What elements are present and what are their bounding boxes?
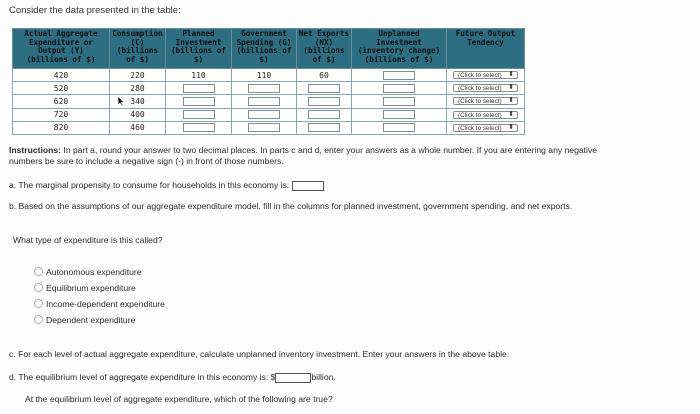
tendency-select-label: (Click to select) xyxy=(458,111,502,119)
chevron-updown-icon: ⬍ xyxy=(508,123,514,131)
radio-button[interactable] xyxy=(34,315,43,324)
col-header-unplanned-investment: Unplanned Investment (inventory change) (billions of $) xyxy=(352,29,447,69)
cell-net-exports xyxy=(297,121,352,134)
cell-government-spending xyxy=(232,82,297,95)
col-header-output: Actual Aggregate Expenditure or Output (Y) (billions of $) xyxy=(13,29,110,69)
instructions-label: Instructions: xyxy=(9,145,62,155)
cell-output: 620 xyxy=(13,95,110,108)
radio-button[interactable] xyxy=(34,267,43,276)
table-header-row xyxy=(13,29,525,69)
cell-output: 720 xyxy=(13,108,110,121)
col-header-net-exports: Net Exports (NX) (billions of $) xyxy=(297,29,352,69)
cell-tendency xyxy=(447,95,525,108)
tendency-select-label: (Click to select) xyxy=(458,98,502,106)
cell-unplanned-investment xyxy=(352,82,447,95)
part-c-text: c. For each level of actual aggregate expenditure, calculate unplanned inventory investment. Enter your answers in the above table. xyxy=(9,349,510,359)
tendency-select[interactable] xyxy=(453,111,518,119)
col-header-government-spending: Government Spending (G) (billions of $) xyxy=(232,29,297,69)
cell-planned-investment xyxy=(166,82,232,95)
cell-net-exports xyxy=(297,82,352,95)
equilibrium-input[interactable] xyxy=(275,373,311,383)
chevron-updown-icon: ⬍ xyxy=(508,97,514,105)
aggregate-expenditure-table xyxy=(12,28,525,135)
part-a xyxy=(9,180,324,191)
cell-planned-investment xyxy=(166,108,232,121)
option-label: Autonomous expenditure xyxy=(46,267,142,277)
table-row xyxy=(13,121,525,134)
table-row xyxy=(13,82,525,95)
part-a-text: a. The marginal propensity to consume for households in this economy is: xyxy=(9,180,290,190)
net-exports-input[interactable] xyxy=(308,97,340,106)
chevron-updown-icon: ⬍ xyxy=(508,71,514,79)
cell-government-spending xyxy=(232,95,297,108)
option-label: Dependent expenditure xyxy=(46,315,136,325)
planned-investment-input[interactable] xyxy=(183,97,215,106)
cell-tendency xyxy=(447,121,525,134)
chevron-updown-icon: ⬍ xyxy=(508,110,514,118)
cell-tendency xyxy=(447,69,525,82)
cell-output: 520 xyxy=(13,82,110,95)
tendency-select[interactable] xyxy=(453,97,518,105)
cell-consumption: 460 xyxy=(110,121,166,134)
cell-planned-investment xyxy=(166,95,232,108)
cell-net-exports: 60 xyxy=(297,69,352,82)
tendency-select-label: (Click to select) xyxy=(458,85,502,93)
cell-net-exports xyxy=(297,95,352,108)
mouse-cursor-icon xyxy=(117,95,125,107)
part-d-suffix: billion. xyxy=(311,372,336,382)
cell-tendency xyxy=(447,82,525,95)
part-d-prefix: d. The equilibrium level of aggregate expenditure in this economy is: $ xyxy=(9,372,276,382)
part-d xyxy=(9,372,336,383)
col-header-future-output-tendency: Future Output Tendency xyxy=(447,29,525,69)
tendency-select-label: (Click to select) xyxy=(458,72,502,80)
planned-investment-input[interactable] xyxy=(183,84,215,93)
intro-text: Consider the data presented in the table: xyxy=(9,5,181,16)
unplanned-investment-input[interactable] xyxy=(383,97,415,106)
instructions xyxy=(9,145,609,167)
option-dependent[interactable] xyxy=(34,315,135,325)
cell-government-spending xyxy=(232,121,297,134)
radio-button[interactable] xyxy=(34,299,43,308)
cell-tendency xyxy=(447,108,525,121)
part-b-text: b. Based on the assumptions of our aggregate expenditure model, fill in the columns for planned investment, government spending, and net exports. xyxy=(9,201,573,211)
question-text: What type of expenditure is this called? xyxy=(13,235,163,245)
tendency-select[interactable] xyxy=(453,84,518,92)
cell-unplanned-investment xyxy=(352,108,447,121)
option-label: Income-dependent expenditure xyxy=(46,299,165,309)
col-header-planned-investment: Planned Investment (billions of $) xyxy=(166,29,232,69)
unplanned-investment-input[interactable] xyxy=(383,71,415,80)
cell-output: 820 xyxy=(13,121,110,134)
unplanned-investment-input[interactable] xyxy=(383,110,415,119)
tendency-select[interactable] xyxy=(453,124,518,132)
cell-consumption: 400 xyxy=(110,108,166,121)
cell-government-spending: 110 xyxy=(232,69,297,82)
final-question-text: At the equilibrium level of aggregate expenditure, which of the following are true? xyxy=(25,394,333,404)
tendency-select-label: (Click to select) xyxy=(458,124,502,132)
radio-button[interactable] xyxy=(34,283,43,292)
unplanned-investment-input[interactable] xyxy=(383,84,415,93)
government-spending-input[interactable] xyxy=(248,123,280,132)
col-header-consumption: Consumption (C) (billions of $) xyxy=(110,29,166,69)
planned-investment-input[interactable] xyxy=(183,123,215,132)
cell-government-spending xyxy=(232,108,297,121)
option-autonomous[interactable] xyxy=(34,267,142,277)
table-row xyxy=(13,108,525,121)
cell-output: 420 xyxy=(13,69,110,82)
unplanned-investment-input[interactable] xyxy=(383,123,415,132)
net-exports-input[interactable] xyxy=(308,110,340,119)
cell-consumption: 220 xyxy=(110,69,166,82)
net-exports-input[interactable] xyxy=(308,123,340,132)
government-spending-input[interactable] xyxy=(248,97,280,106)
tendency-select[interactable] xyxy=(453,71,518,79)
cell-unplanned-investment xyxy=(352,95,447,108)
option-label: Equilibrium expenditure xyxy=(46,283,136,293)
instructions-text: In part a, round your answer to two decimal places. In parts c and d, enter your answers as a whole number. If you are entering any negative numbers be sure to include a negative sign (-) in front of those numbers. xyxy=(9,145,598,166)
chevron-updown-icon: ⬍ xyxy=(508,84,514,92)
government-spending-input[interactable] xyxy=(248,84,280,93)
table-row xyxy=(13,69,525,82)
cell-consumption: 340 xyxy=(110,95,166,108)
cell-planned-investment xyxy=(166,121,232,134)
planned-investment-input[interactable] xyxy=(183,110,215,119)
government-spending-input[interactable] xyxy=(248,110,280,119)
mpc-input[interactable] xyxy=(292,181,324,191)
cell-planned-investment: 110 xyxy=(166,69,232,82)
cell-unplanned-investment xyxy=(352,69,447,82)
net-exports-input[interactable] xyxy=(308,84,340,93)
cell-net-exports xyxy=(297,108,352,121)
option-income-dependent[interactable] xyxy=(34,299,165,309)
cell-consumption: 280 xyxy=(110,82,166,95)
option-equilibrium[interactable] xyxy=(34,283,136,293)
cell-unplanned-investment xyxy=(352,121,447,134)
table-row xyxy=(13,95,525,108)
